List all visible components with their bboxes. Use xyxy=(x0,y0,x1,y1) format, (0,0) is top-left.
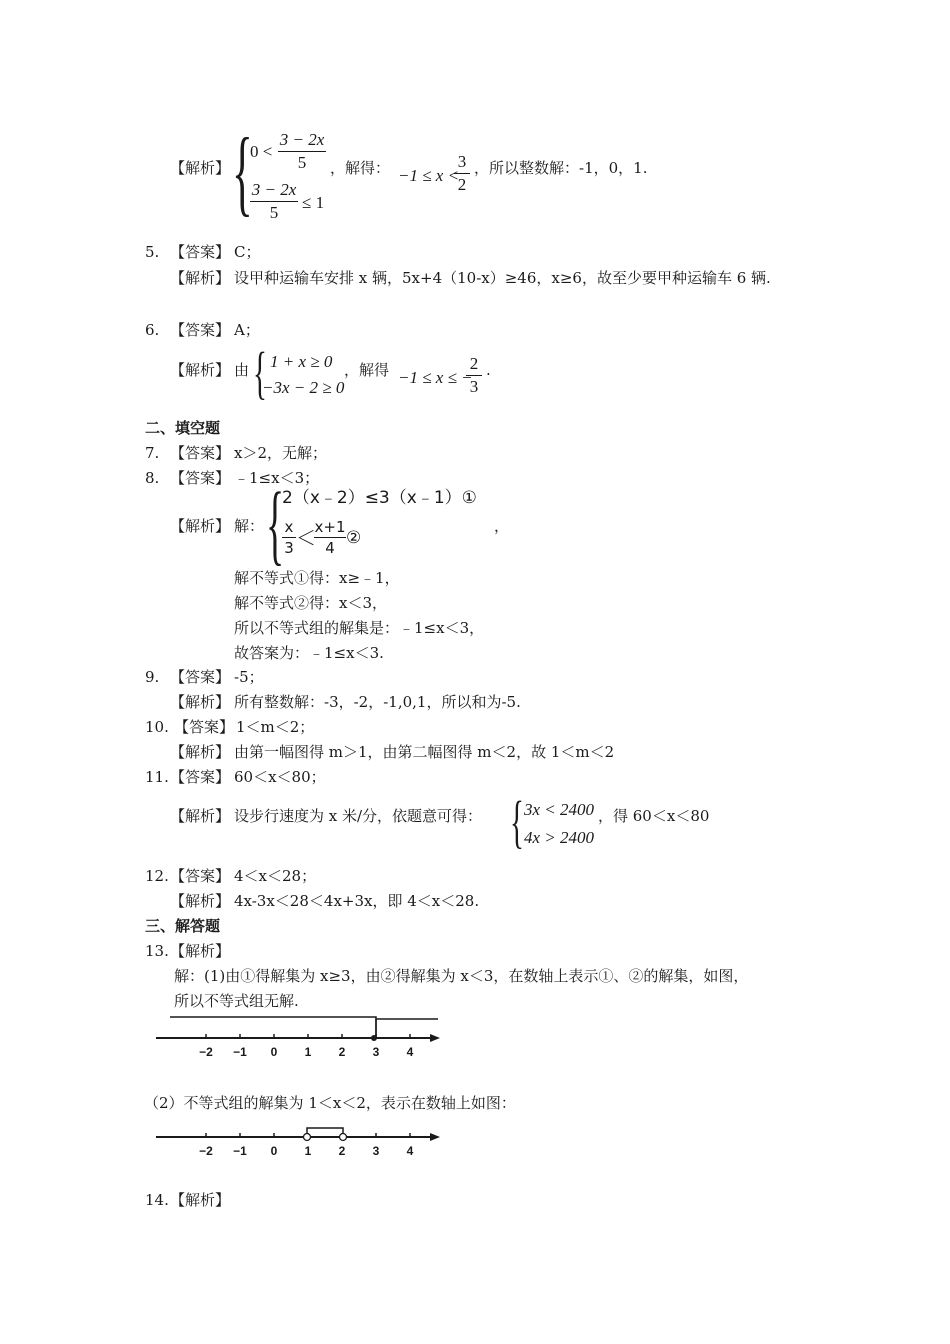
q6-end: . xyxy=(486,361,491,379)
q10-number: 10. xyxy=(145,718,169,736)
q4-mid-text: ，解得： xyxy=(330,159,391,177)
open-point-right xyxy=(340,1134,347,1141)
q4-analysis-label: 【解析】 xyxy=(170,159,231,177)
q11-tail: ，得 60＜x＜80 xyxy=(598,807,710,825)
q4-sys-line2-rhs: ≤ 1 xyxy=(302,193,325,212)
q11-number: 11. xyxy=(145,768,169,786)
q8-answer-label: 【答案】 xyxy=(170,469,231,487)
q6-inequality-fraction: 2 3 xyxy=(466,354,482,397)
q8-step-3: 所以不等式组的解集是：﹣1≤x＜3， xyxy=(234,619,485,637)
axis-tick-label: −2 xyxy=(199,1045,213,1059)
q4-inequality: −1 ≤ x < xyxy=(398,166,460,185)
q5-analysis-label: 【解析】 xyxy=(170,269,231,287)
q4-fraction-2: 3 − 2x 5 xyxy=(251,180,297,222)
q13-number: 13. xyxy=(145,942,169,960)
q13-part1-line1: 解：(1)由①得解集为 x≥3，由②得解集为 x＜3，在数轴上表示①、②的解集，如图， xyxy=(174,967,749,985)
q8-fraction-1: x 3 xyxy=(282,518,296,557)
q13-analysis-label: 【解析】 xyxy=(170,942,231,960)
section-3-title: 三、解答题 xyxy=(145,917,221,935)
q10-answer: 1＜m＜2； xyxy=(236,718,315,736)
q7-answer-label: 【答案】 xyxy=(170,444,231,462)
axis-tick-label: 3 xyxy=(372,1144,380,1158)
q13-part1-line2: 所以不等式组无解. xyxy=(174,992,299,1010)
q4-tail-text: ，所以整数解：-1，0，1. xyxy=(474,159,648,177)
solid-point xyxy=(371,1035,377,1041)
q11-answer: 60＜x＜80； xyxy=(234,768,326,786)
q10-analysis: 由第一幅图得 m＞1，由第二幅图得 m＜2，故 1＜m＜2 xyxy=(234,743,615,761)
q5-number: 5. xyxy=(145,243,160,261)
q10-answer-label: 【答案】 xyxy=(174,718,235,736)
axis-tick-label: 2 xyxy=(338,1045,346,1059)
q7-answer: x＞2，无解； xyxy=(234,444,328,462)
solution-ray-left xyxy=(170,1017,376,1038)
q6-sys-line2: −3x − 2 ≥ 0 xyxy=(262,378,345,397)
q5-answer: C； xyxy=(234,243,261,261)
axis-tick-label: 1 xyxy=(304,1045,312,1059)
left-brace: { xyxy=(510,789,524,854)
q6-answer: A； xyxy=(234,321,260,339)
q8-circle-2: ② xyxy=(346,528,362,548)
q8-step-4: 故答案为：﹣1≤x＜3. xyxy=(234,644,384,662)
axis-tick-label: 4 xyxy=(406,1045,414,1059)
q4-inequality-fraction: 3 2 xyxy=(454,152,470,195)
q10-analysis-label: 【解析】 xyxy=(170,743,231,761)
q5-answer-label: 【答案】 xyxy=(170,243,231,261)
solution-ray-right xyxy=(376,1019,438,1038)
q6-analysis-label: 【解析】 xyxy=(170,361,231,379)
q6-mid-text: ，解得 xyxy=(344,361,390,379)
left-brace: { xyxy=(266,475,285,574)
q9-number: 9. xyxy=(145,668,160,686)
q8-lt: ＜ xyxy=(296,526,316,550)
left-brace: { xyxy=(253,340,267,405)
q9-answer-label: 【答案】 xyxy=(170,668,231,686)
q14-number: 14. xyxy=(145,1191,169,1209)
axis-tick-label: 2 xyxy=(338,1144,346,1158)
axis-arrow xyxy=(430,1133,440,1141)
q8-fraction-2: x+1 4 xyxy=(314,518,346,557)
axis-tick-label: 1 xyxy=(304,1144,312,1158)
q4-sys-line1-lhs: 0 < xyxy=(250,142,273,161)
axis-tick-label: −1 xyxy=(233,1045,247,1059)
axis-tick-label: 3 xyxy=(372,1045,380,1059)
q9-answer: -5； xyxy=(234,668,264,686)
q5-analysis: 设甲种运输车安排 x 辆，5x+4（10-x）≥46，x≥6，故至少要甲种运输车 6 辆. xyxy=(234,269,771,287)
axis-tick-label: 4 xyxy=(406,1144,414,1158)
q9-analysis-label: 【解析】 xyxy=(170,693,231,711)
q8-sys-line1: 2（x﹣2）≤3（x﹣1）① xyxy=(282,488,477,508)
q12-analysis: 4x-3x＜28＜4x+3x，即 4＜x＜28. xyxy=(234,892,480,910)
number-line-2 xyxy=(150,1120,450,1164)
q9-analysis: 所有整数解：-3，-2，-1,0,1，所以和为-5. xyxy=(234,693,521,711)
axis-tick-label: 0 xyxy=(270,1045,278,1059)
q6-inequality: −1 ≤ x ≤ − xyxy=(398,368,473,387)
q8-step-2: 解不等式②得：x＜3， xyxy=(234,594,388,612)
axis-tick-label: 0 xyxy=(270,1144,278,1158)
q8-analysis-label: 【解析】 xyxy=(170,517,231,535)
q8-jie: 解： xyxy=(234,517,265,535)
q12-analysis-label: 【解析】 xyxy=(170,892,231,910)
solution-interval xyxy=(307,1128,343,1137)
q14-analysis-label: 【解析】 xyxy=(170,1191,231,1209)
q12-answer-label: 【答案】 xyxy=(170,867,231,885)
q11-analysis-label: 【解析】 xyxy=(170,807,231,825)
left-brace: { xyxy=(232,118,253,225)
number-line-1 xyxy=(150,1010,450,1066)
section-2-title: 二、填空题 xyxy=(145,419,221,437)
q11-answer-label: 【答案】 xyxy=(170,768,231,786)
q13-part2: （2）不等式组的解集为 1＜x＜2，表示在数轴上如图： xyxy=(144,1094,516,1112)
axis-tick-label: −2 xyxy=(199,1144,213,1158)
q8-step-1: 解不等式①得：x≥﹣1， xyxy=(234,569,400,587)
q8-comma: ， xyxy=(494,517,510,535)
q12-answer: 4＜x＜28； xyxy=(234,867,317,885)
q7-number: 7. xyxy=(145,444,160,462)
q12-number: 12. xyxy=(145,867,169,885)
q8-answer: ﹣1≤x＜3； xyxy=(234,469,320,487)
axis-tick-label: −1 xyxy=(233,1144,247,1158)
q11-sys-line2: 4x > 2400 xyxy=(524,828,595,847)
q11-sys-line1: 3x < 2400 xyxy=(524,800,595,819)
open-point-left xyxy=(304,1134,311,1141)
q8-number: 8. xyxy=(145,469,160,487)
q6-answer-label: 【答案】 xyxy=(170,321,231,339)
q4-fraction-1: 3 − 2x 5 xyxy=(279,130,325,172)
q11-analysis: 设步行速度为 x 米/分，依题意可得： xyxy=(234,807,483,825)
q6-sys-line1: 1 + x ≥ 0 xyxy=(270,352,333,371)
axis-arrow xyxy=(430,1034,440,1042)
q6-number: 6. xyxy=(145,321,160,339)
q6-by: 由 xyxy=(234,361,250,379)
